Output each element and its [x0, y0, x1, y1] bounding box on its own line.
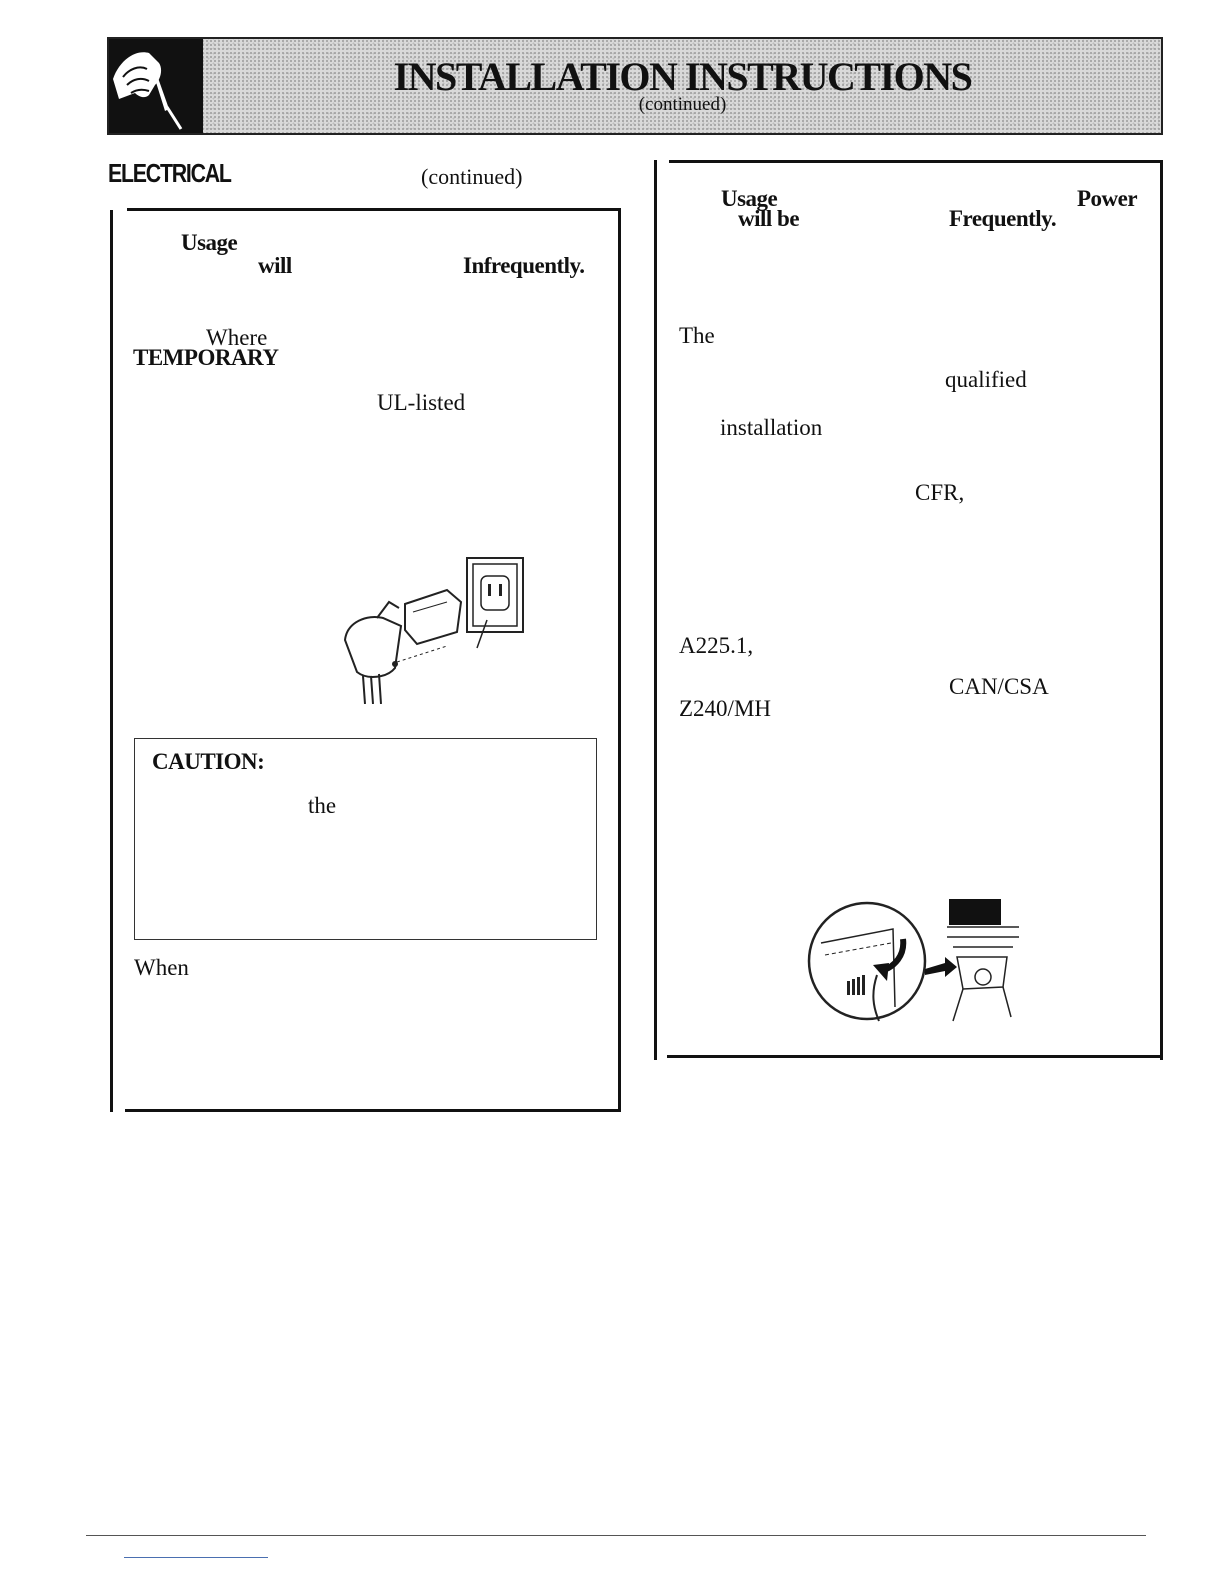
- page-subtitle: (continued): [638, 94, 727, 115]
- plug-adapter-outlet-illustration: [337, 552, 527, 704]
- footer-rule: [86, 1535, 1146, 1536]
- text-the: The: [679, 323, 715, 348]
- caution-box: [134, 738, 597, 940]
- panel-bottom-rule: [667, 1055, 1163, 1058]
- text-cfr: CFR,: [915, 480, 965, 505]
- panel-top-rule: [127, 208, 621, 211]
- section-continued: (continued): [421, 164, 523, 189]
- text-installation: installation: [720, 415, 823, 440]
- heading-usage: Usage: [181, 230, 238, 255]
- text-a225: A225.1,: [679, 633, 754, 658]
- page-title: INSTALLATION INSTRUCTIONS: [393, 54, 972, 99]
- text-qualified: qualified: [945, 367, 1027, 392]
- heading-infrequently: Infrequently.: [463, 253, 585, 278]
- text-ul-listed: UL-listed: [377, 390, 466, 415]
- text-z240: Z240/MH: [679, 696, 771, 721]
- text-where: Where: [206, 325, 268, 350]
- hand-screwdriver-icon: [109, 39, 203, 133]
- panel-top-rule: [669, 160, 1163, 163]
- text-when: When: [134, 955, 189, 980]
- text-can-csa: CAN/CSA: [949, 674, 1049, 699]
- heading-power: Power: [1077, 186, 1138, 211]
- heading-will-be: will be: [738, 206, 800, 231]
- panel-bottom-rule: [125, 1109, 621, 1112]
- header-banner: [107, 37, 1163, 135]
- caution-label: CAUTION:: [152, 749, 265, 774]
- caution-text-the: the: [308, 793, 337, 818]
- footer-short-rule: [124, 1557, 268, 1558]
- power-cord-cabinet-illustration: [807, 897, 1019, 1025]
- heading-usage: Usage: [721, 186, 778, 211]
- frequent-usage-panel: [654, 160, 1163, 1060]
- text-temporary: TEMPORARY: [133, 345, 279, 370]
- heading-will: will: [258, 253, 292, 278]
- section-title: ELECTRICAL: [108, 158, 231, 188]
- heading-frequently: Frequently.: [949, 206, 1057, 231]
